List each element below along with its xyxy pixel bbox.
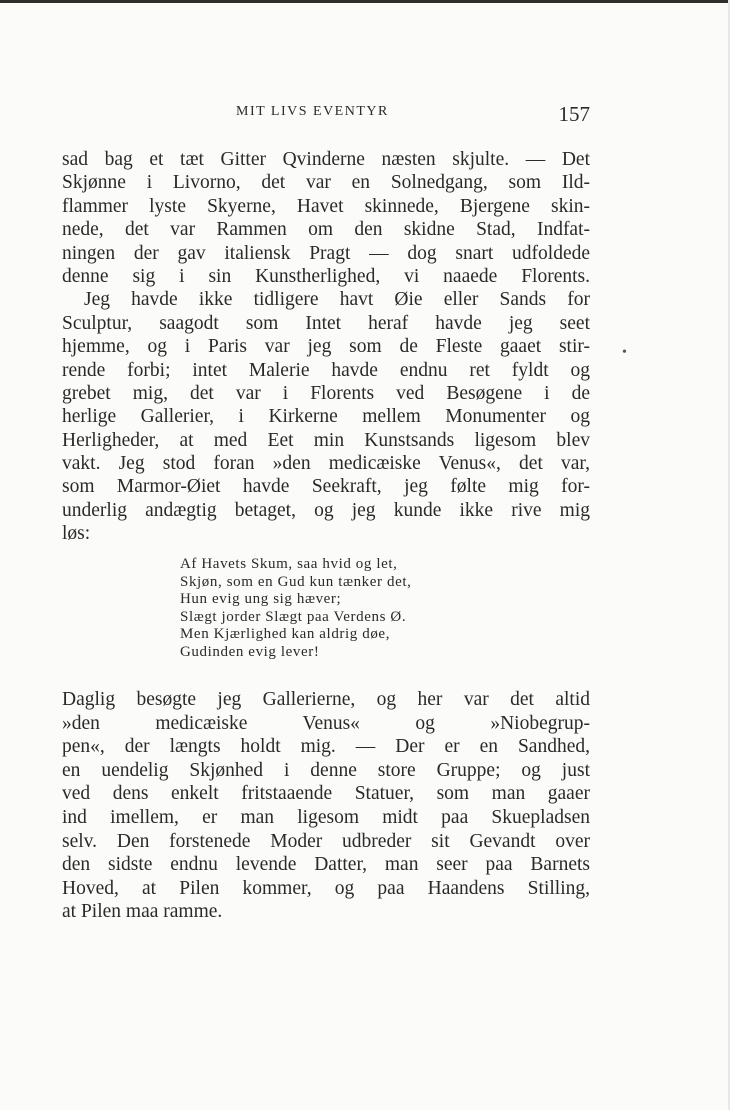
poem-stanza (180, 556, 510, 662)
text-line: Jeg havde ikke tidligere havt Øie eller Sands for (84, 289, 590, 311)
text-line: løs: (62, 523, 91, 545)
text-line: den sidste endnu levende Datter, man seer paa Barnets (62, 854, 590, 876)
text-line: sad bag et tæt Gitter Qvinderne næsten skjulte. — Det (62, 149, 590, 170)
text-line: rende forbi; intet Malerie havde endnu ret fyldt og (62, 359, 590, 381)
body-text-bottom (62, 688, 590, 924)
text-line: nede, det var Rammen om den skidne Stad, Indfat- (62, 219, 590, 241)
text-line: Hoved, at Pilen kommer, og paa Haandens Stilling, (62, 877, 590, 899)
text-line: ind imellem, er man ligesom midt paa Skuepladsen (62, 806, 590, 828)
text-line: pen«, der længts holdt mig. — Der er en Sandhed, (62, 736, 590, 758)
page-header (62, 104, 590, 130)
text-line: denne sig i sin Kunstherlighed, vi naaede Florents. (62, 265, 590, 287)
page-top-border (0, 0, 730, 3)
poem-line: Slægt jorder Slægt paa Verdens Ø. (180, 608, 407, 625)
text-line: Herligheder, at med Eet min Kunstsands ligesom blev (62, 429, 590, 451)
text-line: at Pilen maa ramme. (62, 901, 223, 923)
text-line: Skjønne i Livorno, det var en Solnedgang, som Ild- (62, 172, 590, 194)
margin-mark: • (622, 345, 627, 360)
poem-line: Skjøn, som en Gud kun tænker det, (180, 573, 412, 590)
body-text-top (62, 148, 590, 546)
text-line: herlige Gallerier, i Kirkerne mellem Monumenter og (62, 406, 590, 428)
running-title: MIT LIVS EVENTYR (236, 104, 389, 119)
text-line: Daglig besøgte jeg Gallerierne, og her var det altid (62, 689, 590, 710)
text-line: som Marmor-Øiet havde Seekraft, jeg følte mig for- (62, 476, 590, 498)
text-line: ved dens enkelt fritstaaende Statuer, som man gaaer (62, 783, 590, 805)
text-line: hjemme, og i Paris var jeg som de Fleste gaaet stir- (62, 336, 590, 358)
text-line: en uendelig Skjønhed i denne store Gruppe; og just (62, 759, 590, 781)
text-line: ningen der gav italiensk Pragt — dog snart udfoldede (62, 242, 590, 264)
page-number: 157 (558, 102, 590, 126)
text-line: selv. Den forstenede Moder udbreder sit Gevandt over (62, 830, 590, 852)
text-line: underlig andægtig betaget, og jeg kunde ikke rive mig (62, 499, 590, 521)
poem-line: Af Havets Skum, saa hvid og let, (180, 556, 398, 572)
poem-line: Hun evig ung sig hæver; (180, 591, 342, 608)
text-line: vakt. Jeg stod foran »den medicæiske Venus«, det var, (62, 453, 590, 475)
text-line: »den medicæiske Venus« og »Niobegrup- (62, 712, 590, 734)
poem-line: Gudinden evig lever! (180, 643, 320, 660)
poem-line: Men Kjærlighed kan aldrig døe, (180, 626, 391, 643)
text-line: flammer lyste Skyerne, Havet skinnede, Bjergene skin- (62, 195, 590, 217)
text-line: grebet mig, det var i Florents ved Besøgene i de (62, 382, 590, 404)
text-line: Sculptur, saagodt som Intet heraf havde jeg seet (62, 312, 590, 334)
